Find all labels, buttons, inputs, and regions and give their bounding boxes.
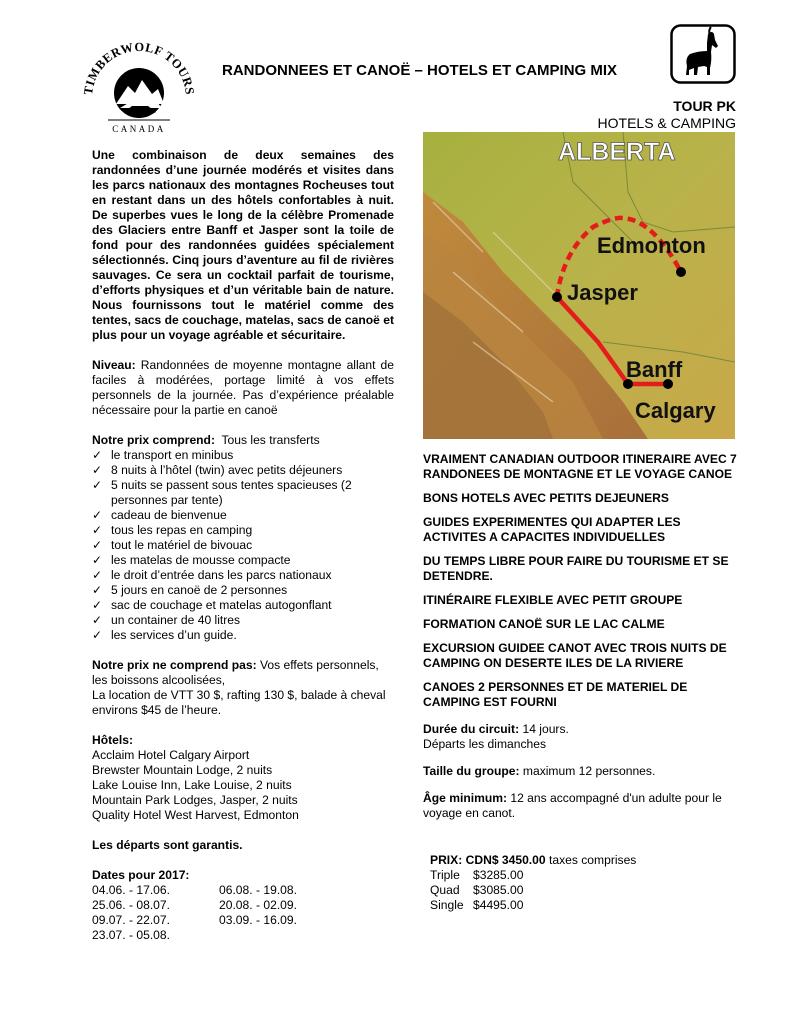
price-type: Quad [430,883,460,897]
dates-label: Dates pour 2017: [92,868,190,882]
check-icon: ✓ [92,628,103,642]
highlight-item: BONS HOTELS AVEC PETITS DEJEUNERS [423,491,669,505]
alberta-route-map [423,132,735,439]
price-amount: $3285.00 [473,868,524,882]
hotels-label: Hôtels: [92,733,133,747]
level-paragraph [92,358,394,418]
company-logo [80,40,198,136]
includes-item-text: 5 jours en canoë de 2 personnes [111,583,288,597]
check-icon: ✓ [92,598,103,612]
date-range: 23.07. - 05.08. [92,928,170,942]
highlight-item: GUIDES EXPERIMENTES QUI ADAPTER LES ACTIVITES A CAPACITES INDIVIDUELLES [423,515,681,544]
group-label: Taille du groupe: [423,764,520,778]
dates-column-1 [92,883,219,943]
map-label-jasper: Jasper [567,280,638,305]
includes-item-text: le transport en minibus [111,448,234,462]
check-icon: ✓ [92,463,103,477]
price-amount: $3085.00 [473,883,524,897]
includes-item [92,508,394,523]
price-rows [430,868,738,913]
excludes-paragraph [92,658,394,688]
logo-subtitle: CANADA [112,124,166,134]
logo-arc-text: TIMBERWOLF TOURS [81,40,197,96]
map-label-calgary: Calgary [635,398,716,423]
includes-item-text: les matelas de mousse compacte [111,553,291,567]
highlight-item: CANOES 2 PERSONNES ET DE MATERIEL DE CAMPING EST FOURNI [423,680,688,709]
date-range: 06.08. - 19.08. [219,883,297,897]
mountain-goat-icon [670,24,736,84]
excludes-label: Notre prix ne comprend pas: [92,658,257,672]
price-row [430,898,738,913]
includes-item-text: un container de 40 litres [111,613,241,627]
dates-grid [92,883,394,943]
includes-item-text: les services d’un guide. [111,628,237,642]
highlights-list [423,452,738,710]
excludes-text-2: La location de VTT 30 $, rafting 130 $, balade à cheval environs $45 de l’heure. [92,688,386,717]
logo-graphic [80,40,198,136]
includes-item [92,538,394,553]
excludes-text: Vos effets personnels, les boissons alcoolisées, [92,658,379,687]
check-icon: ✓ [92,508,103,522]
map-label-edmonton: Edmonton [597,233,706,258]
price-type: Triple [430,868,460,882]
age-line [423,791,738,821]
includes-item [92,568,394,583]
check-icon: ✓ [92,553,103,567]
group-line [423,764,738,779]
date-range: 03.09. - 16.09. [219,913,297,927]
tour-code: TOUR PK [673,98,736,114]
price-amount: $4495.00 [473,898,524,912]
hotel-item: Mountain Park Lodges, Jasper, 2 nuits [92,793,298,807]
right-column [423,452,738,913]
highlight-item: FORMATION CANOË SUR LE LAC CALME [423,617,665,631]
date-range: 09.07. - 22.07. [92,913,170,927]
includes-item-text: 8 nuits à l’hôtel (twin) avec petits déjeuners [111,463,343,477]
hotel-item: Quality Hotel West Harvest, Edmonton [92,808,299,822]
left-column [92,148,394,943]
date-range: 25.06. - 08.07. [92,898,170,912]
date-range: 04.06. - 17.06. [92,883,170,897]
hotel-item: Brewster Mountain Lodge, 2 nuits [92,763,273,777]
check-icon: ✓ [92,613,103,627]
check-icon: ✓ [92,478,103,492]
includes-intro: Tous les transferts [214,433,320,447]
hotels-list [92,748,394,823]
age-value: 12 ans accompagné d'un adulte pour le voyage en canot. [423,791,722,820]
highlight-item: VRAIMENT CANADIAN OUTDOOR ITINERAIRE AVEC 7 RANDONEES DE MONTAGNE ET LE VOYAGE CANOE [423,452,737,481]
includes-item-text: tout le matériel de bivouac [111,538,253,552]
price-type: Single [430,898,464,912]
hotel-item: Lake Louise Inn, Lake Louise, 2 nuits [92,778,292,792]
price-block [423,853,738,913]
price-label: PRIX: CDN$ 3450.00 [430,853,546,867]
includes-item [92,553,394,568]
includes-item [92,598,394,613]
check-icon: ✓ [92,538,103,552]
price-row [430,883,738,898]
guaranteed-text: Les départs sont garantis. [92,838,243,852]
includes-item-text: le droit d’entrée dans les parcs nationaux [111,568,332,582]
check-icon: ✓ [92,583,103,597]
date-range: 20.08. - 02.09. [219,898,297,912]
tour-type: HOTELS & CAMPING [597,115,736,131]
check-icon: ✓ [92,568,103,582]
group-value: maximum 12 personnes. [519,764,656,778]
includes-item [92,478,394,508]
check-icon: ✓ [92,523,103,537]
includes-item [92,463,394,478]
duration-value: 14 jours. [519,722,569,736]
page-title: RANDONNEES ET CANOË – HOTELS ET CAMPING MIX [222,62,618,79]
includes-item [92,448,394,463]
includes-label: Notre prix comprend: [92,433,215,447]
duration-line [423,722,738,737]
includes-item [92,523,394,538]
hotel-item: Acclaim Hotel Calgary Airport [92,748,250,762]
level-label: Niveau: [92,358,136,372]
includes-item [92,628,394,643]
includes-heading [92,433,394,448]
highlight-item: DU TEMPS LIBRE POUR FAIRE DU TOURISME ET SE DETENDRE. [423,554,729,583]
includes-item-text: 5 nuits se passent sous tentes spacieuses (2 personnes par tente) [111,478,352,507]
includes-item [92,583,394,598]
check-icon: ✓ [92,448,103,462]
map-label-banff: Banff [626,357,683,382]
includes-item [92,613,394,628]
includes-item-text: tous les repas en camping [111,523,253,537]
highlight-item: ITINÉRAIRE FLEXIBLE AVEC PETIT GROUPE [423,593,683,607]
departures-text: Départs les dimanches [423,737,547,751]
includes-list [92,448,394,643]
duration-label: Durée du circuit: [423,722,520,736]
price-note: taxes comprises [545,853,637,867]
map-title: ALBERTA [558,138,676,166]
level-text: Randonnées de moyenne montagne allant de faciles à modérées, portage limité à vos effets personnels de la journée. Pas d’expérience préalable nécessaire pour la partie en canoë [92,358,394,417]
age-label: Âge minimum: [423,791,507,805]
price-row [430,868,738,883]
highlight-item: EXCURSION GUIDEE CANOT AVEC TROIS NUITS DE CAMPING ON DESERTE ILES DE LA RIVIERE [423,641,727,670]
intro-paragraph: Une combinaison de deux semaines des randonnées d’une journée modérés et visites dans les parcs nationaux des montagnes Rocheuses tout en restant dans un des hôtels confortables à nuit. De superbes vues le long de la célèbre Promenade des Glaciers entre Banff et Jasper sont la toile de fond pour des randonnées guidées spécialement sélectionnés. Cinq jours d’aventure au fil de rivières sauvages. Ce sera un cocktail parfait de tourisme, d’efforts physiques et d’un véritable bain de nature. Nous fournissons tout le matériel comme des tentes, sacs de couchage, matelas, sacs de canoë et plus pour un voyage agréable et sécuritaire. [92,148,394,342]
dates-column-2 [219,883,329,943]
price-line [430,853,738,868]
includes-item-text: cadeau de bienvenue [111,508,227,522]
includes-item-text: sac de couchage et matelas autogonflant [111,598,332,612]
